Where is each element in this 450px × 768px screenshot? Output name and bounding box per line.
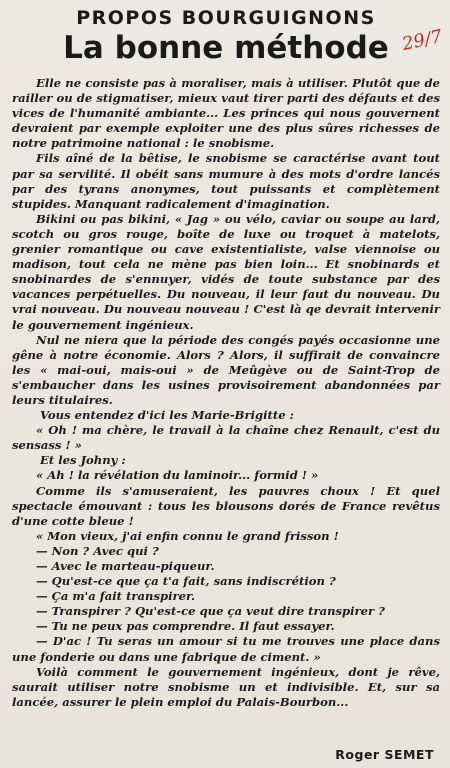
- paragraph: Fils aîné de la bêtise, le snobisme se caractérise avant tout par sa servilité. Il obéit sans mumure à des mots d'ordre lancés par des tyrans anonymes, tout puissants et complètement stupides. Manquant radicalement d'imagination.: [12, 151, 440, 211]
- dialogue-line: « Mon vieux, j'ai enfin connu le grand frisson !: [36, 528, 339, 543]
- paragraph: Nul ne niera que la période des congés payés occasionne une gêne à notre économie. Alors ? Alors, il suffirait de convaincre les « mai-oui, mais-oui » de Meûgève ou de Saint-Trop de s'embaucher dans les usines provisoirement abandonnées par leurs titulaires.: [12, 332, 440, 407]
- paragraph: Elle ne consiste pas à moraliser, mais à utiliser. Plutôt que de railler ou de stigmatiser, mieux vaut tirer parti des défauts et des vices de l'humanité ambiante... Les princes qui nous gouvernent devraient par exemple exploiter une des plus sûres richesses de notre patrimoine national : le snobisme.: [12, 76, 440, 151]
- dialogue-line: — Non ? Avec qui ?: [36, 543, 159, 558]
- paragraph: Bikini ou pas bikini, « Jag » ou vélo, caviar ou soupe au lard, scotch ou gros rouge, boîte de luxe ou troquet à matelots, grenier romantique ou cave existentialiste, valse viennoise ou madison, tout cela ne mène pas bien loin... Et snobinards et snobinardes de s'ennuyer, vidés de toute substance par des vacances perpétuelles. Du nouveau, il leur faut du nouveau. Du vrai nouveau. Du nouveau nouveau ! C'est là qe devrait intervenir le gouvernement ingénieux.: [12, 211, 440, 332]
- paragraph: Comme ils s'amuseraient, les pauvres choux ! Et quel spectacle émouvant : tous les blousons dorés de France revêtus d'une cotte bleue !: [12, 483, 440, 528]
- dialogue-line: — D'ac ! Tu seras un amour si tu me trouves une place dans une fonderie ou dans une fabrique de ciment. »: [12, 634, 440, 664]
- dialogue-line: — Avec le marteau-piqueur.: [36, 559, 215, 573]
- quote-line: « Ah ! la révélation du laminoir... formid ! »: [36, 468, 319, 483]
- paragraph: Et les Johny :: [40, 453, 126, 468]
- dialogue-line: — Transpirer ? Qu'est-ce que ça veut dire transpirer ?: [36, 604, 385, 619]
- column-kicker: PROPOS BOURGUIGNONS: [76, 7, 376, 29]
- article-title: La bonne méthode: [63, 30, 389, 66]
- paragraph: Voilà comment le gouvernement ingénieux, dont je rêve, saurait utiliser notre snobisme un et indivisible. Et, sur sa lancée, assurer le plein emploi du Palais-Bourbon...: [12, 664, 440, 709]
- article-body: [12, 76, 440, 710]
- dialogue-line: — Qu'est-ce que ça t'a fait, sans indiscrétion ?: [36, 574, 336, 589]
- dialogue-line: — Ça m'a fait transpirer.: [36, 589, 196, 604]
- author-signature: Roger SEMET: [335, 747, 434, 762]
- quote-line: « Oh ! ma chère, le travail à la chaîne chez Renault, c'est du sensass ! »: [12, 423, 440, 453]
- handwritten-date-stamp: 29/7: [399, 26, 444, 55]
- dialogue-line: — Tu ne peux pas comprendre. Il faut essayer.: [36, 619, 335, 634]
- paragraph: Vous entendez d'ici les Marie-Brigitte :: [40, 408, 294, 423]
